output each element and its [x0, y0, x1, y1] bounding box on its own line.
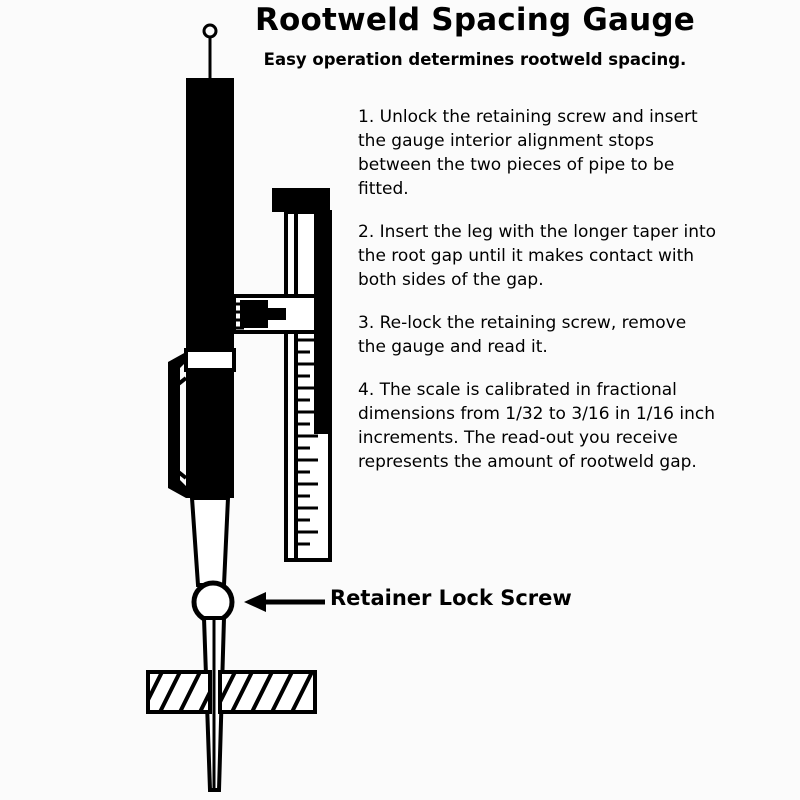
instruction-list — [358, 88, 718, 493]
pipe-hatching — [148, 672, 315, 712]
instruction-step-1: 1. Unlock the retaining screw and insert the gauge interior alignment stops between the two pieces of pipe to be fitted. — [358, 107, 698, 199]
retainer-lock-screw-label: Retainer Lock Screw — [330, 586, 572, 610]
page-title: Rootweld Spacing Gauge — [254, 2, 696, 38]
antenna-probe — [204, 25, 216, 78]
instruction-step-4: 4. The scale is calibrated in fractional dimensions from 1/32 to 3/16 in 1/16 inch increments. The read-out you receive represents the amount of rootweld gap. — [358, 380, 716, 472]
instruction-step-3: 3. Re-lock the retaining screw, remove the gauge and read it. — [358, 313, 687, 357]
gauge-body — [168, 78, 234, 585]
retainer-lock-screw — [194, 583, 232, 621]
scale-ruler — [234, 188, 330, 560]
page-subtitle: Easy operation determines rootweld spacing. — [263, 50, 687, 69]
callout-arrow-icon — [244, 592, 325, 612]
instruction-step-2: 2. Insert the leg with the longer taper into the root gap until it makes contact with both sides of the gap. — [358, 222, 717, 290]
